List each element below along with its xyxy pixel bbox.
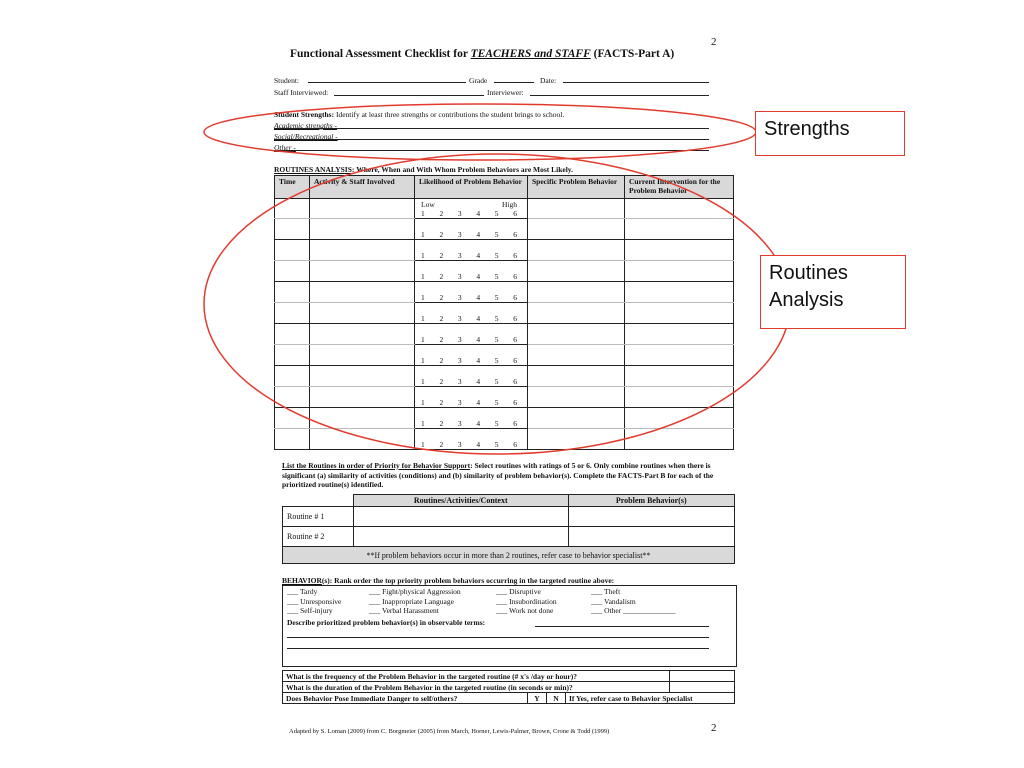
scale-value[interactable]: 2 <box>439 209 444 218</box>
scale-value[interactable]: 5 <box>494 314 499 323</box>
scale-value[interactable]: 2 <box>439 230 444 239</box>
scale-value[interactable]: 4 <box>476 251 481 260</box>
routine-row <box>275 345 734 366</box>
routine-2-label: Routine # 2 <box>283 527 354 547</box>
likelihood-cell[interactable] <box>415 282 528 303</box>
scale-value[interactable]: 6 <box>513 293 517 302</box>
time-cell[interactable] <box>275 219 310 240</box>
routine-1-context-cell[interactable] <box>354 507 569 527</box>
routines-callout-line-1: Routines <box>769 262 848 284</box>
routine-row <box>275 366 734 387</box>
likelihood-cell[interactable] <box>415 408 528 429</box>
date-line <box>563 82 709 83</box>
behavior-col-4: ___ Theft ___ Vandalism ___ Other ______________ <box>591 587 676 615</box>
other-line <box>274 150 709 151</box>
current-intervention-cell[interactable] <box>625 429 734 450</box>
scale-value[interactable]: 6 <box>513 314 517 323</box>
likelihood-cell[interactable] <box>415 240 528 261</box>
current-intervention-cell[interactable] <box>625 324 734 345</box>
low-label: Low <box>421 200 435 209</box>
current-intervention-cell[interactable] <box>625 240 734 261</box>
col-routines-context: Routines/Activities/Context <box>354 495 569 507</box>
col-specific-behavior: Specific Problem Behavior <box>528 176 625 199</box>
danger-question: Does Behavior Pose Immediate Danger to self/others? <box>283 693 528 704</box>
scale-value[interactable]: 3 <box>457 251 462 260</box>
title-emphasis: TEACHERS and STAFF <box>470 48 591 60</box>
col-likelihood: Likelihood of Problem Behavior <box>415 176 528 199</box>
priority-instructions: List the Routines in order of Priority for Behavior Support: Select routines with ratings of 5 or 6. Only combine routines when there is significant (a) similarity of activities (conditions) and (b) similarity of problem behavior(s). Complete the FACTS-Part B for each of the prioritized routine(s) identified. <box>282 461 714 489</box>
likelihood-scale <box>421 251 517 260</box>
routine-row <box>275 408 734 429</box>
staff-interviewed-label: Staff Interviewed: <box>274 88 329 97</box>
scale-value[interactable]: 6 <box>513 440 517 449</box>
scale-value[interactable]: 1 <box>421 272 425 281</box>
likelihood-cell[interactable] <box>415 303 528 324</box>
scale-value[interactable]: 4 <box>476 398 481 407</box>
strengths-callout: Strengths <box>755 111 905 156</box>
scale-value[interactable]: 4 <box>476 419 481 428</box>
scale-value[interactable]: 2 <box>439 272 444 281</box>
scale-value[interactable]: 4 <box>476 377 481 386</box>
scale-value[interactable]: 5 <box>494 230 499 239</box>
duration-question: What is the duration of the Problem Behavior in the targeted routine (in seconds or min)? <box>283 682 670 693</box>
academic-strengths-label: Academic strengths - <box>274 121 338 130</box>
student-label: Student: <box>274 76 300 85</box>
likelihood-scale <box>421 335 517 344</box>
routines-callout-line-2: Analysis <box>769 289 844 311</box>
specific-behavior-cell[interactable] <box>528 345 625 366</box>
low-high-labels <box>421 201 517 209</box>
specific-behavior-cell[interactable] <box>528 303 625 324</box>
specific-behavior-cell[interactable] <box>528 324 625 345</box>
time-cell[interactable] <box>275 408 310 429</box>
specific-behavior-cell[interactable] <box>528 387 625 408</box>
scale-value[interactable]: 1 <box>421 335 425 344</box>
activity-cell[interactable] <box>310 429 415 450</box>
current-intervention-cell[interactable] <box>625 199 734 219</box>
scale-value[interactable]: 4 <box>476 272 481 281</box>
specific-behavior-cell[interactable] <box>528 429 625 450</box>
frequency-table <box>282 670 735 704</box>
scale-value[interactable]: 3 <box>457 230 462 239</box>
time-cell[interactable] <box>275 366 310 387</box>
scale-value[interactable]: 1 <box>421 314 425 323</box>
grade-line <box>494 82 534 83</box>
specific-behavior-cell[interactable] <box>528 219 625 240</box>
current-intervention-cell[interactable] <box>625 219 734 240</box>
scale-value[interactable]: 1 <box>421 293 425 302</box>
likelihood-cell[interactable] <box>415 429 528 450</box>
social-label: Social/Recreational - <box>274 132 338 141</box>
describe-line-1 <box>287 637 709 638</box>
scale-value[interactable]: 1 <box>421 398 425 407</box>
time-cell[interactable] <box>275 303 310 324</box>
likelihood-cell[interactable] <box>415 261 528 282</box>
scale-value[interactable]: 2 <box>439 356 444 365</box>
routines-analysis-heading: ROUTINES ANALYSIS: Where, When and With Whom Problem Behaviors are Most Likely. <box>274 165 574 174</box>
likelihood-cell[interactable] <box>415 345 528 366</box>
current-intervention-cell[interactable] <box>625 408 734 429</box>
likelihood-cell[interactable] <box>415 219 528 240</box>
scale-value[interactable]: 1 <box>421 377 425 386</box>
scale-value[interactable]: 4 <box>476 209 481 218</box>
scale-value[interactable]: 1 <box>421 440 425 449</box>
describe-line-2 <box>287 648 709 649</box>
scale-value[interactable]: 6 <box>513 230 517 239</box>
activity-cell[interactable] <box>310 387 415 408</box>
scale-value[interactable]: 2 <box>439 377 444 386</box>
activity-cell[interactable] <box>310 303 415 324</box>
routine-row <box>275 219 734 240</box>
scale-value[interactable]: 5 <box>494 419 499 428</box>
routine-row <box>275 303 734 324</box>
interviewer-label: Interviewer: <box>487 88 524 97</box>
scale-value[interactable]: 3 <box>457 314 462 323</box>
scale-value[interactable]: 6 <box>513 398 517 407</box>
col-current-intervention: Current Intervention for the Problem Behavior <box>625 176 734 199</box>
likelihood-scale <box>421 356 517 365</box>
specific-behavior-cell[interactable] <box>528 282 625 303</box>
activity-cell[interactable] <box>310 324 415 345</box>
scale-value[interactable]: 5 <box>494 398 499 407</box>
scale-value[interactable]: 2 <box>439 335 444 344</box>
activity-cell[interactable] <box>310 366 415 387</box>
activity-cell[interactable] <box>310 240 415 261</box>
behavior-col-1: ___ Tardy ___ Unresponsive ___ Self-injury <box>287 587 342 615</box>
specific-behavior-cell[interactable] <box>528 366 625 387</box>
time-cell[interactable] <box>275 240 310 261</box>
footer-citation: Adapted by S. Loman (2009) from C. Borgmeier (2005) from March, Horner, Lewis-Palmer, Brown, Crone & Todd (1999) <box>289 728 610 735</box>
time-cell[interactable] <box>275 261 310 282</box>
routine-row <box>275 240 734 261</box>
routine-2-behavior-cell[interactable] <box>568 527 734 547</box>
likelihood-cell[interactable] <box>415 366 528 387</box>
current-intervention-cell[interactable] <box>625 345 734 366</box>
specific-behavior-cell[interactable] <box>528 240 625 261</box>
likelihood-scale <box>421 314 517 323</box>
duration-answer-cell[interactable] <box>670 682 735 693</box>
scale-value[interactable]: 2 <box>439 314 444 323</box>
scale-value[interactable]: 4 <box>476 230 481 239</box>
scale-value[interactable]: 3 <box>457 335 462 344</box>
scale-value[interactable]: 6 <box>513 335 517 344</box>
specific-behavior-cell[interactable] <box>528 408 625 429</box>
scale-value[interactable]: 5 <box>494 293 499 302</box>
current-intervention-cell[interactable] <box>625 387 734 408</box>
social-line <box>274 139 709 140</box>
activity-cell[interactable] <box>310 282 415 303</box>
scale-value[interactable]: 4 <box>476 335 481 344</box>
scale-value[interactable]: 5 <box>494 209 499 218</box>
routine-row <box>275 282 734 303</box>
likelihood-scale <box>421 440 517 449</box>
scale-value[interactable]: 2 <box>439 293 444 302</box>
scale-value[interactable]: 5 <box>494 251 499 260</box>
scale-value[interactable]: 5 <box>494 440 499 449</box>
scale-value[interactable]: 6 <box>513 377 517 386</box>
routine-row <box>275 387 734 408</box>
describe-label: Describe prioritized problem behavior(s) in observable terms: <box>287 618 486 627</box>
behavior-col-2: ___ Fight/physical Aggression ___ Inappropriate Language ___ Verbal Harassment <box>369 587 461 615</box>
scale-value[interactable]: 3 <box>457 419 462 428</box>
activity-cell[interactable] <box>310 219 415 240</box>
danger-no[interactable]: N <box>547 693 566 704</box>
specific-behavior-cell[interactable] <box>528 261 625 282</box>
scale-value[interactable]: 6 <box>513 209 517 218</box>
current-intervention-cell[interactable] <box>625 366 734 387</box>
scale-value[interactable]: 3 <box>457 398 462 407</box>
likelihood-scale <box>421 377 517 386</box>
footer-page-number: 2 <box>711 722 717 734</box>
scale-value[interactable]: 1 <box>421 356 425 365</box>
routine-1-label: Routine # 1 <box>283 507 354 527</box>
col-activity: Activity & Staff Involved <box>310 176 415 199</box>
behavior-heading: BEHAVIOR(s): Rank order the top priority problem behaviors occurring in the targeted routine above: <box>282 576 615 585</box>
activity-cell[interactable] <box>310 199 415 219</box>
scale-value[interactable]: 2 <box>439 251 444 260</box>
time-cell[interactable] <box>275 199 310 219</box>
scale-value[interactable]: 6 <box>513 251 517 260</box>
scale-value[interactable]: 3 <box>457 377 462 386</box>
date-label: Date: <box>540 76 557 85</box>
time-cell[interactable] <box>275 387 310 408</box>
current-intervention-cell[interactable] <box>625 282 734 303</box>
scale-value[interactable]: 1 <box>421 419 425 428</box>
academic-line <box>274 128 709 129</box>
likelihood-scale <box>421 230 517 239</box>
likelihood-cell[interactable] <box>415 387 528 408</box>
interviewer-line <box>530 95 709 96</box>
likelihood-scale <box>421 272 517 281</box>
scale-value[interactable]: 1 <box>421 230 425 239</box>
scale-value[interactable]: 4 <box>476 293 481 302</box>
likelihood-scale <box>421 419 517 428</box>
time-cell[interactable] <box>275 429 310 450</box>
activity-cell[interactable] <box>310 261 415 282</box>
routine-1-behavior-cell[interactable] <box>568 507 734 527</box>
scale-value[interactable]: 5 <box>494 335 499 344</box>
grade-label: Grade <box>469 76 488 85</box>
scale-value[interactable]: 2 <box>439 419 444 428</box>
likelihood-scale <box>421 398 517 407</box>
scale-value[interactable]: 3 <box>457 356 462 365</box>
routine-row <box>275 261 734 282</box>
priority-table <box>282 494 735 564</box>
frequency-answer-cell[interactable] <box>670 671 735 682</box>
scale-value[interactable]: 4 <box>476 314 481 323</box>
priority-corner <box>283 495 354 507</box>
routine-row <box>275 429 734 450</box>
scale-value[interactable]: 3 <box>457 209 462 218</box>
routines-analysis-callout <box>760 255 906 329</box>
likelihood-scale <box>421 293 517 302</box>
document-title: Functional Assessment Checklist for TEACHERS and STAFF (FACTS-Part A) <box>290 48 675 60</box>
routine-row <box>275 199 734 219</box>
scale-value[interactable]: 3 <box>457 440 462 449</box>
likelihood-scale <box>421 209 517 218</box>
scale-value[interactable]: 3 <box>457 272 462 281</box>
behavior-col-3: ___ Disruptive ___ Insubordination ___ Work not done <box>496 587 557 615</box>
danger-yes[interactable]: Y <box>528 693 547 704</box>
col-time: Time <box>275 176 310 199</box>
danger-followup: If Yes, refer case to Behavior Specialist <box>566 693 735 704</box>
activity-cell[interactable] <box>310 345 415 366</box>
staff-line <box>334 95 484 96</box>
scale-value[interactable]: 4 <box>476 440 481 449</box>
scale-value[interactable]: 6 <box>513 356 517 365</box>
strengths-heading: Student Strengths: Identify at least three strengths or contributions the student brings to school. <box>274 110 565 119</box>
current-intervention-cell[interactable] <box>625 303 734 324</box>
activity-cell[interactable] <box>310 408 415 429</box>
time-cell[interactable] <box>275 282 310 303</box>
likelihood-cell[interactable] <box>415 199 528 219</box>
describe-line-0 <box>535 626 709 627</box>
referral-note: **If problem behaviors occur in more than 2 routines, refer case to behavior specialist** <box>283 547 735 564</box>
scale-value[interactable]: 5 <box>494 356 499 365</box>
time-cell[interactable] <box>275 345 310 366</box>
col-problem-behaviors: Problem Behavior(s) <box>568 495 734 507</box>
current-intervention-cell[interactable] <box>625 261 734 282</box>
routines-table <box>274 175 734 450</box>
likelihood-cell[interactable] <box>415 324 528 345</box>
routine-row <box>275 324 734 345</box>
routine-2-context-cell[interactable] <box>354 527 569 547</box>
scale-value[interactable]: 2 <box>439 440 444 449</box>
scale-value[interactable]: 2 <box>439 398 444 407</box>
scale-value[interactable]: 5 <box>494 272 499 281</box>
time-cell[interactable] <box>275 324 310 345</box>
scale-value[interactable]: 3 <box>457 293 462 302</box>
other-label: Other - <box>274 143 296 152</box>
student-line <box>308 82 466 83</box>
scale-value[interactable]: 6 <box>513 419 517 428</box>
high-label: High <box>502 200 517 209</box>
scale-value[interactable]: 6 <box>513 272 517 281</box>
frequency-question: What is the frequency of the Problem Behavior in the targeted routine (# x's /day or hour)? <box>283 671 670 682</box>
scale-value[interactable]: 1 <box>421 251 425 260</box>
scale-value[interactable]: 4 <box>476 356 481 365</box>
scale-value[interactable]: 1 <box>421 209 425 218</box>
specific-behavior-cell[interactable] <box>528 199 625 219</box>
scale-value[interactable]: 5 <box>494 377 499 386</box>
page-number: 2 <box>711 36 717 48</box>
